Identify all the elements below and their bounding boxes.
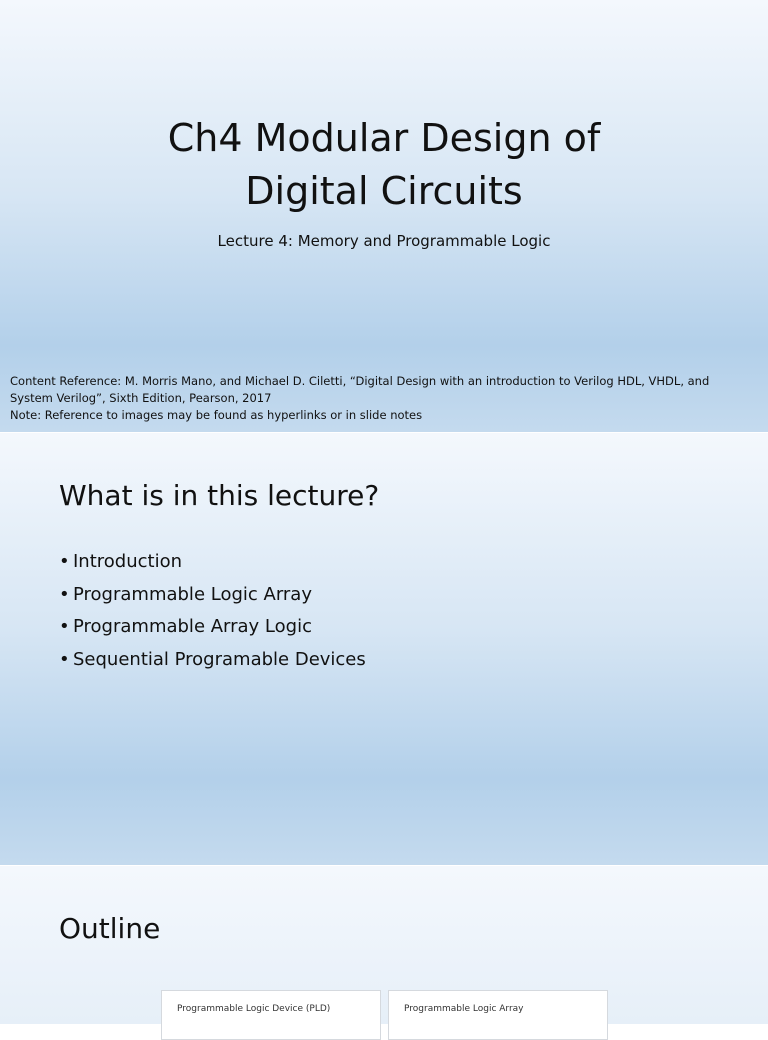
list-item-text: Programmable Logic Array xyxy=(73,583,312,605)
reference-line-1: Content Reference: M. Morris Mano, and Michael D. Ciletti, “Digital Design with an introduction to Verilog HDL, VHDL, and xyxy=(10,374,710,388)
reference-line-2: System Verilog”, Sixth Edition, Pearson, 2017 xyxy=(10,391,272,405)
list-item-text: Sequential Programable Devices xyxy=(73,648,366,670)
contents-heading: What is in this lecture? xyxy=(59,479,380,512)
outline-heading: Outline xyxy=(59,912,161,945)
content-reference xyxy=(10,373,750,424)
slide-subtitle: Lecture 4: Memory and Programmable Logic xyxy=(217,232,551,250)
outline-card-pld[interactable] xyxy=(161,990,381,1040)
slide-title-heading xyxy=(0,112,768,218)
bullet-marker: • xyxy=(59,616,70,637)
outline-card-label: Programmable Logic Array xyxy=(404,1004,524,1014)
list-item xyxy=(59,611,366,644)
list-item xyxy=(59,546,366,579)
list-item-text: Programmable Array Logic xyxy=(73,616,312,637)
bullet-marker: • xyxy=(59,551,70,572)
list-item xyxy=(59,644,366,677)
outline-card-label: Programmable Logic Device (PLD) xyxy=(177,1004,331,1014)
reference-note: Note: Reference to images may be found as hyperlinks or in slide notes xyxy=(10,408,423,422)
bullet-marker: • xyxy=(59,583,70,605)
list-item-text: Introduction xyxy=(73,551,183,572)
title-line-1: Ch4 Modular Design of xyxy=(167,116,601,160)
outline-card-pla[interactable] xyxy=(388,990,608,1040)
list-item xyxy=(59,579,366,612)
contents-list xyxy=(59,546,366,676)
title-line-2: Digital Circuits xyxy=(245,169,523,213)
bullet-marker: • xyxy=(59,648,70,670)
slide-title xyxy=(0,0,768,432)
